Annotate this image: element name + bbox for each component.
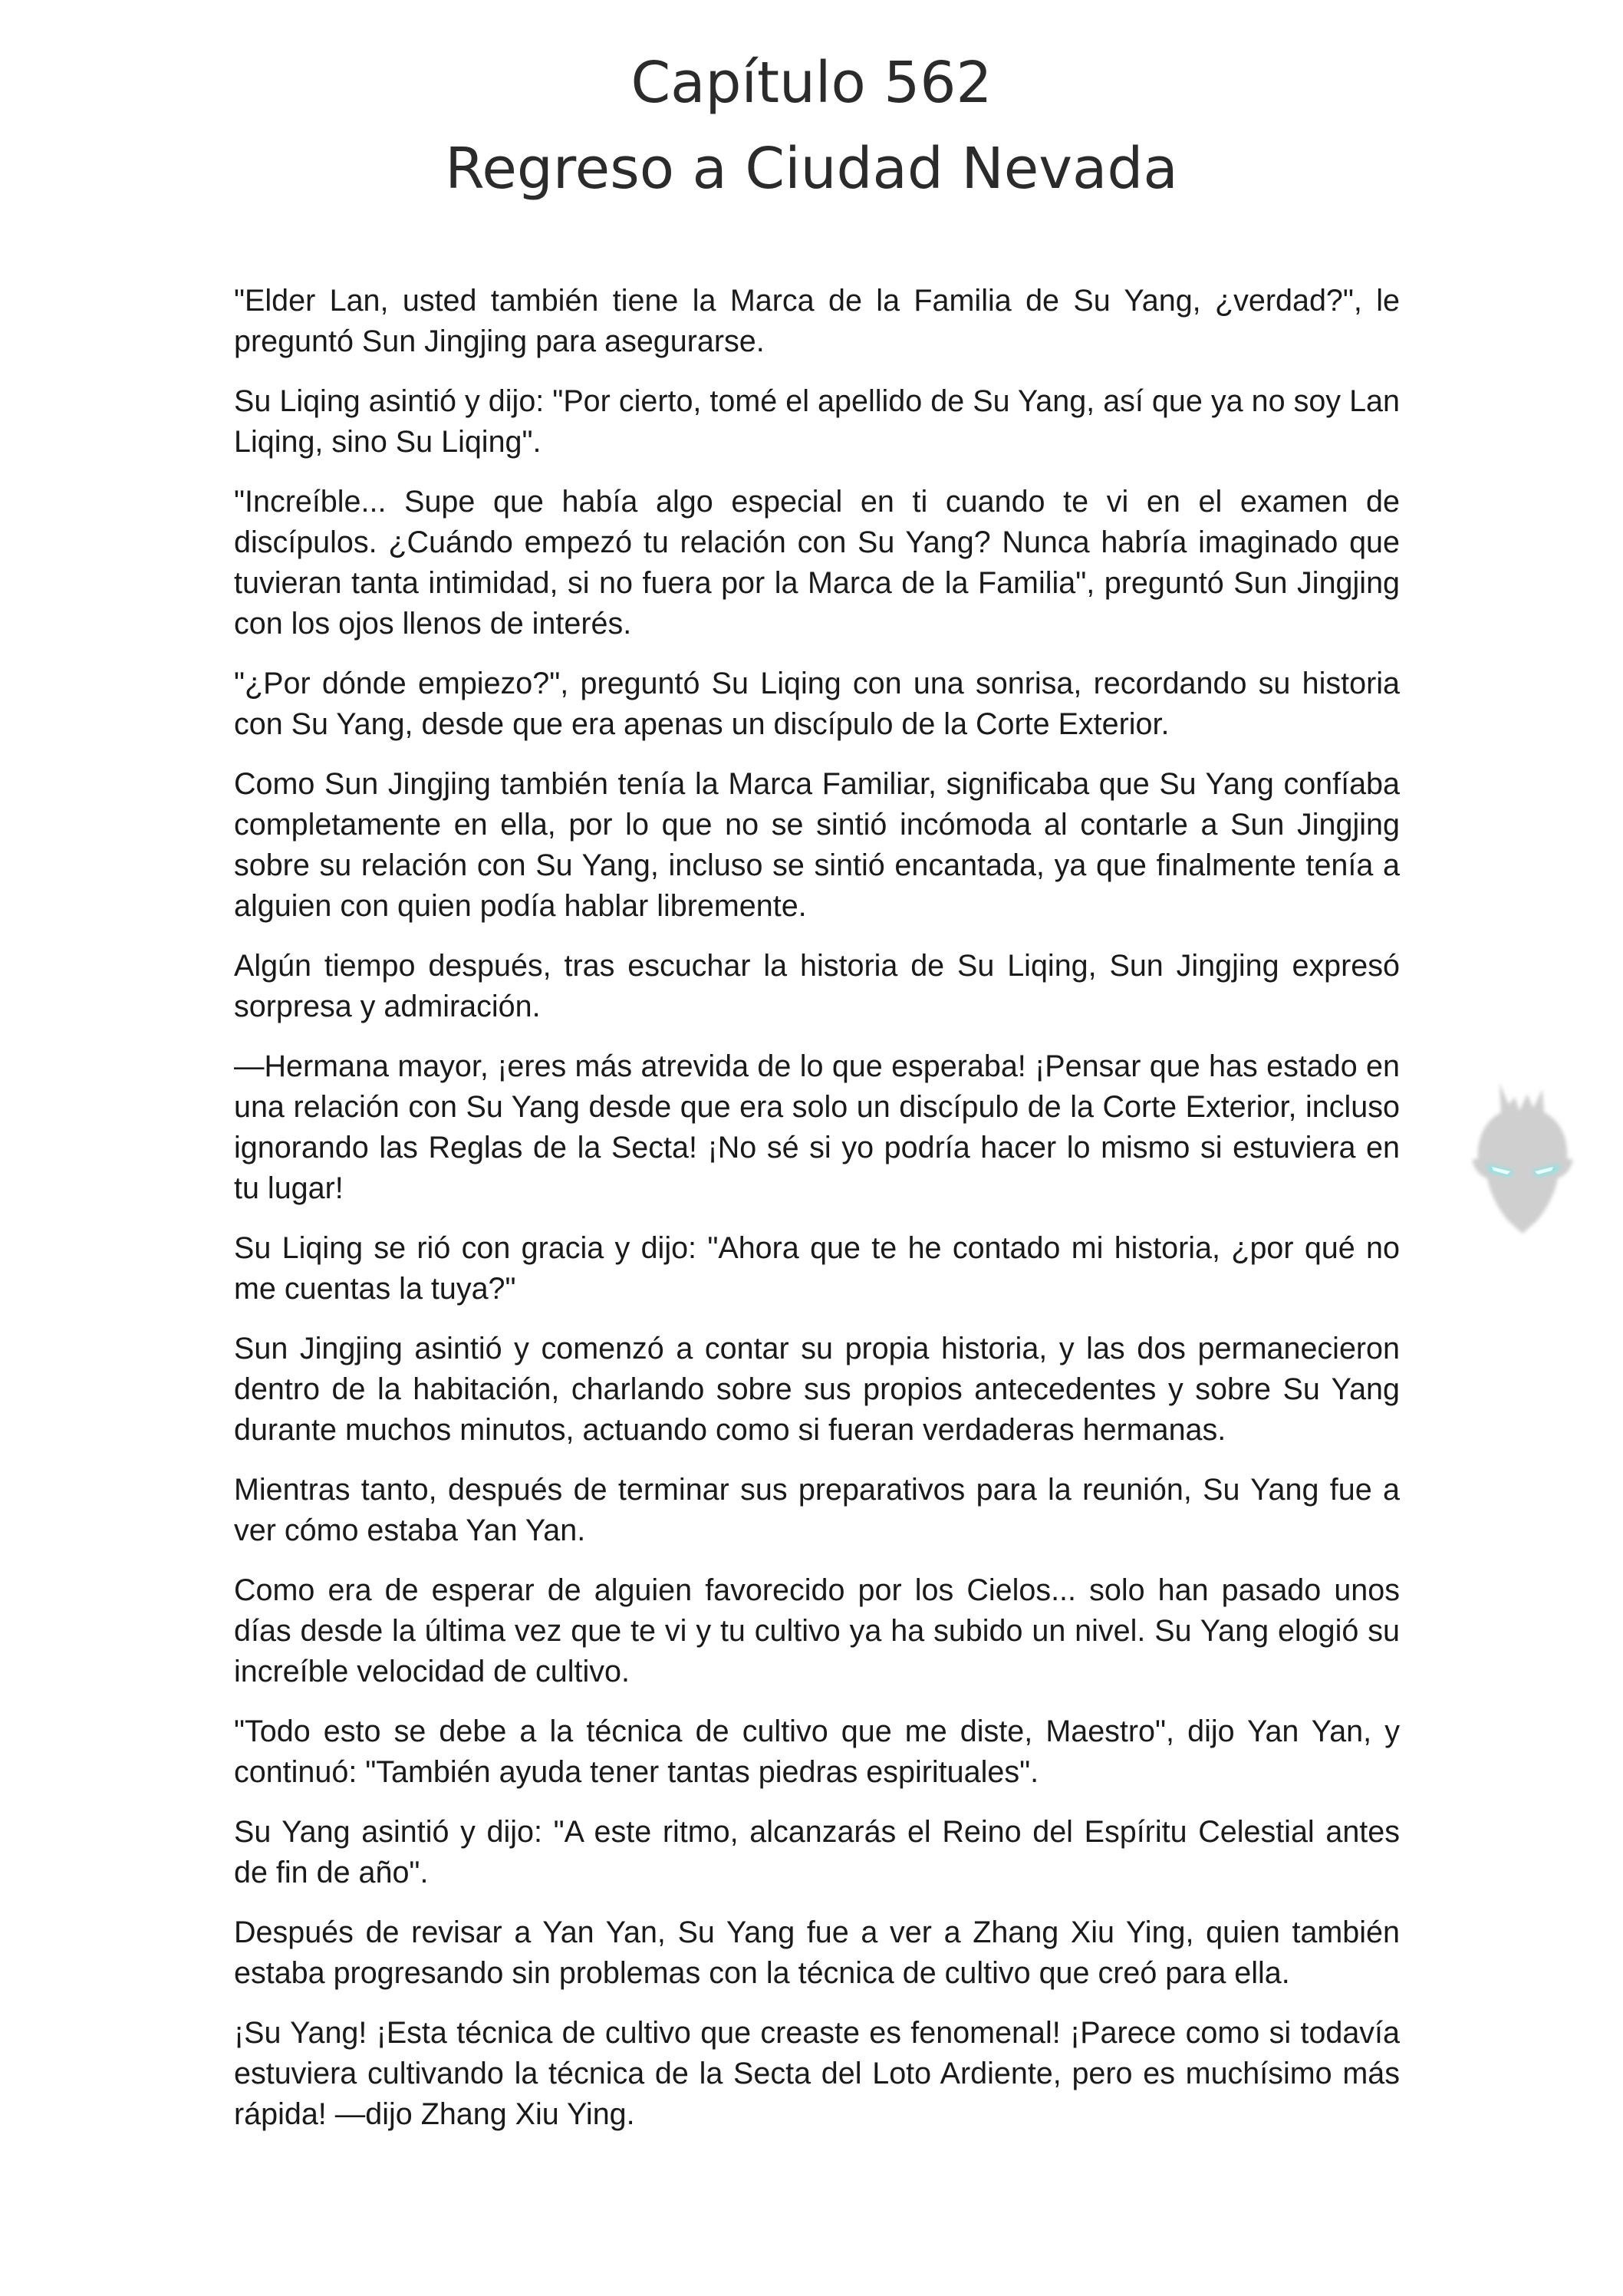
paragraph-2: Su Liqing asintió y dijo: "Por cierto, tomé el apellido de Su Yang, así que ya no soy Lan Liqing, sino Su Liqing".	[234, 384, 1400, 459]
chapter-heading	[0, 40, 1623, 212]
paragraph-13: Su Yang asintió y dijo: "A este ritmo, alcanzarás el Reino del Espíritu Celestial antes de fin de año".	[234, 1815, 1400, 1889]
paragraph-6: Algún tiempo después, tras escuchar la historia de Su Liqing, Sun Jingjing expresó sorpresa y admiración.	[234, 949, 1400, 1023]
paragraph-1: "Elder Lan, usted también tiene la Marca de la Familia de Su Yang, ¿verdad?", le preguntó Sun Jingjing para asegurarse.	[234, 284, 1400, 358]
chapter-body	[234, 281, 1400, 2154]
paragraph-12: "Todo esto se debe a la técnica de cultivo que me diste, Maestro", dijo Yan Yan, y continuó: "También ayuda tener tantas piedras espirituales".	[234, 1715, 1400, 1789]
paragraph-4: "¿Por dónde empiezo?", preguntó Su Liqing con una sonrisa, recordando su historia con Su Yang, desde que era apenas un discípulo de la Corte Exterior.	[234, 667, 1400, 741]
paragraph-14: Después de revisar a Yan Yan, Su Yang fue a ver a Zhang Xiu Ying, quien también estaba progresando sin problemas con la técnica de cultivo que creó para ella.	[234, 1916, 1400, 1990]
paragraph-10: Mientras tanto, después de terminar sus preparativos para la reunión, Su Yang fue a ver cómo estaba Yan Yan.	[234, 1473, 1400, 1547]
watermark-silhouette	[1472, 1083, 1573, 1234]
chapter-title: Regreso a Ciudad Nevada	[445, 136, 1178, 202]
paragraph-11: Como era de esperar de alguien favorecido por los Cielos... solo han pasado unos días desde la última vez que te vi y tu cultivo ya ha subido un nivel. Su Yang elogió su increíble velocidad de cultivo.	[234, 1573, 1400, 1688]
paragraph-8: Su Liqing se rió con gracia y dijo: "Ahora que te he contado mi historia, ¿por qué no me cuentas la tuya?"	[234, 1231, 1400, 1306]
paragraph-7: —Hermana mayor, ¡eres más atrevida de lo que esperaba! ¡Pensar que has estado en una relación con Su Yang desde que era solo un discípulo de la Corte Exterior, incluso ignorando las Reglas de la Secta! ¡No sé si yo podría hacer lo mismo si estuviera en tu lugar!	[234, 1049, 1400, 1205]
demon-head-icon	[1469, 1074, 1576, 1239]
paragraph-15: ¡Su Yang! ¡Esta técnica de cultivo que creaste es fenomenal! ¡Parece como si todavía estuviera cultivando la técnica de la Secta del Loto Ardiente, pero es muchísimo más rápida! —dijo Zhang Xiu Ying.	[234, 2016, 1400, 2131]
paragraph-3: "Increíble... Supe que había algo especial en ti cuando te vi en el examen de discípulos. ¿Cuándo empezó tu relación con Su Yang? Nunca habría imaginado que tuvieran tanta intimidad, si no fuera por la Marca de la Familia", preguntó Sun Jingjing con los ojos llenos de interés.	[234, 485, 1400, 641]
chapter-number: Capítulo 562	[630, 50, 993, 116]
paragraph-5: Como Sun Jingjing también tenía la Marca Familiar, significaba que Su Yang confíaba completamente en ella, por lo que no se sintió incómoda al contarle a Sun Jingjing sobre su relación con Su Yang, incluso se sintió encantada, ya que finalmente tenía a alguien con quien podía hablar libremente.	[234, 767, 1400, 923]
paragraph-9: Sun Jingjing asintió y comenzó a contar su propia historia, y las dos permanecieron dentro de la habitación, charlando sobre sus propios antecedentes y sobre Su Yang durante muchos minutos, actuando como si fueran verdaderas hermanas.	[234, 1332, 1400, 1447]
